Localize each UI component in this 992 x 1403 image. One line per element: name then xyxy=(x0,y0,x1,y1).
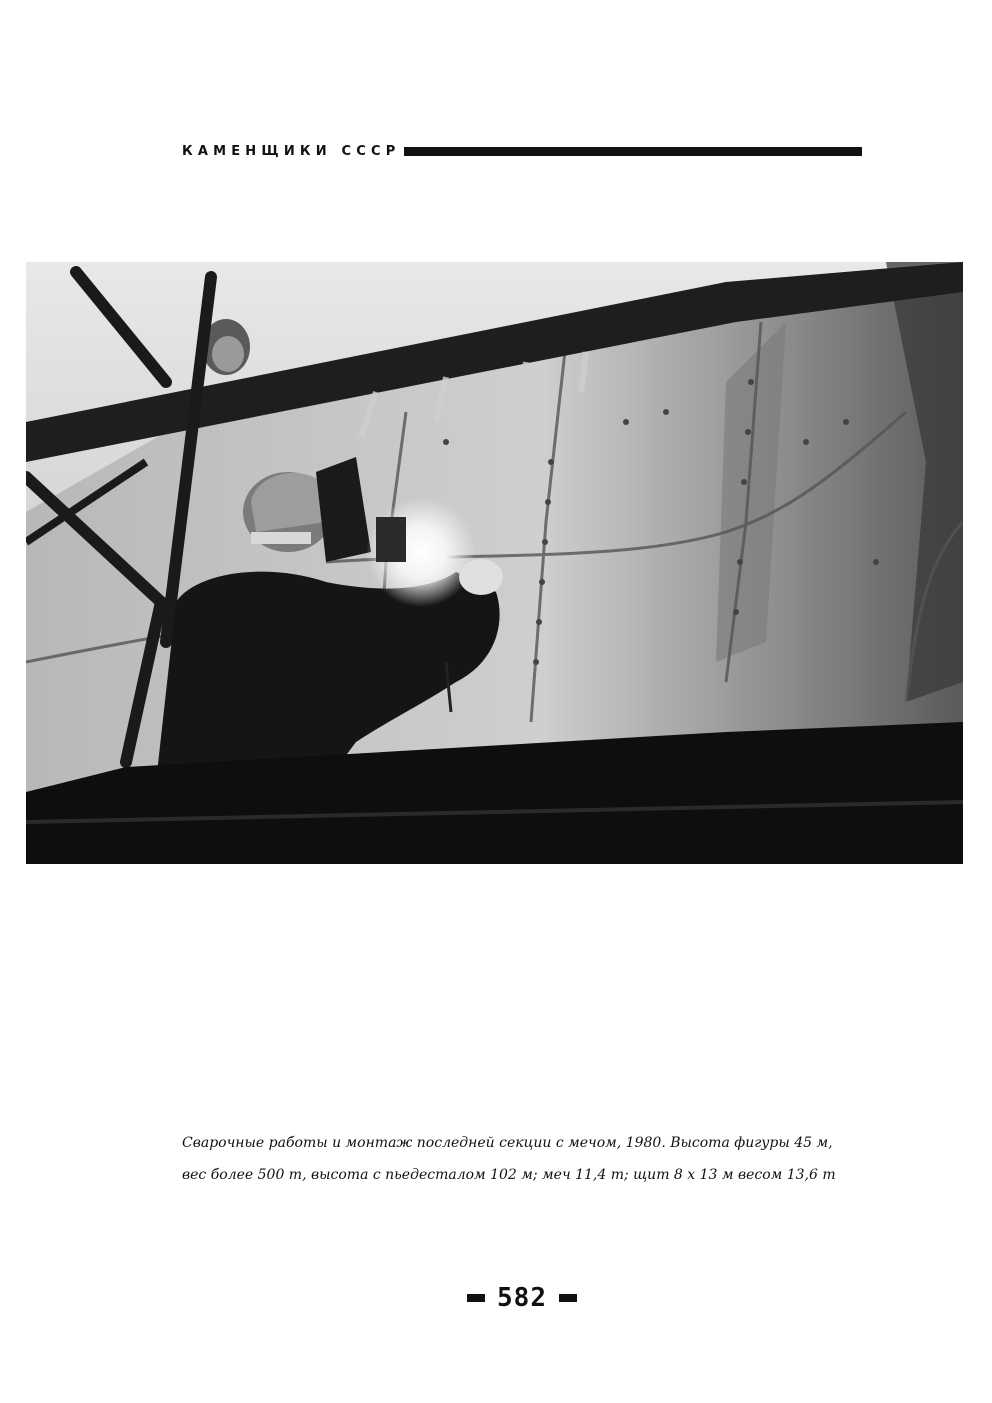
footer-dash-right xyxy=(559,1294,577,1302)
caption-line: Сварочные работы и монтаж последней секции с мечом, 1980. Высота фигуры 45 м, xyxy=(182,1135,833,1151)
page-number: 582 xyxy=(497,1283,547,1313)
photo xyxy=(26,262,963,864)
caption-line: вес более 500 т, высота с пьедесталом 102 м; меч 11,4 т; щит 8 х 13 м весом 13,6 т xyxy=(182,1167,836,1183)
photo-caption xyxy=(182,1127,882,1191)
running-title: КАМЕНЩИКИ СССР xyxy=(182,143,401,159)
welder-photo-illustration xyxy=(26,262,963,864)
page-footer xyxy=(452,1280,592,1316)
running-header xyxy=(182,140,862,162)
header-rule xyxy=(404,147,862,156)
footer-dash-left xyxy=(467,1294,485,1302)
